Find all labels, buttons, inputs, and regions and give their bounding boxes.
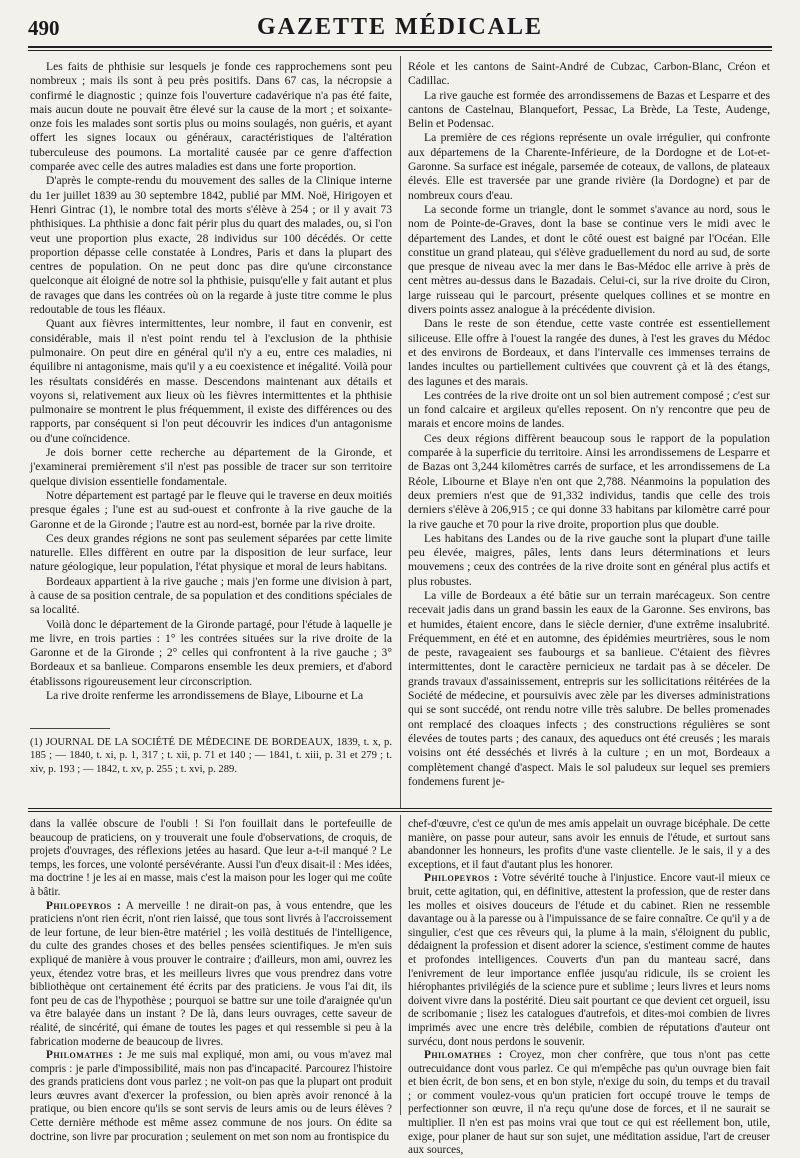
paragraph: Dans le reste de son étendue, cette vaste contrée est essentiellement siliceuse. Elle offre à l'ouest la rangée des dunes, à l'est les graves du Médoc et des environs de Bordeaux, et dans l'intervalle ces immenses terrains de landes incultes ou partiellement cultivées que couvrent çà et là des étangs, des lagunes et des marais. (408, 317, 770, 388)
dialogue-text: Croyez, mon cher confrère, que tous n'ont pas cette outrecuidance dont vous parlez. Ce qui m'empêche pas qu'un ouvrage bien fait et bien écrit, de bon sens, et en bon style, n'exige du soin, du temps et du travail ; or comment voulez-vous qu'un praticien fort occupé trouve le temps de perfectionner son œuvre, il n'a reçu qu'une dose de forces, et il ne saurait se multiplier. Il n'en est pas moins vrai que tout ce qui est réellement bon, utile, exige, pour planer de haut sur son sujet, une méditation assidue, l'art de creuser aux sources, (408, 1049, 770, 1157)
paragraph: Notre département est partagé par le fleuve qui le traverse en deux moitiés presque égales ; l'une est au sud-ouest et confronte à la rive gauche de la Garonne et de la Gironde ; l'autre est au nord-est, bornée par la rive droite. (30, 488, 392, 531)
section-rule-thin (28, 811, 772, 812)
left-column-top (30, 60, 392, 720)
dialogue-text: Je me suis mal expliqué, mon ami, ou vous m'avez mal compris : je parle d'impossibilité, mais non pas d'incapacité. Parcourez l'histoire des grands praticiens dont vous parlez ; ne voit-on pas que la plupart ont produit leurs œuvres avant d'exercer la profession, ou bien après avoir renoncé à la pratique, ou bien encore qu'ils se sont servis de leurs amis ou de leurs élèves ? Cette dernière méthode est même assez commune de nos jours. On édite sa doctrine, son livre par procuration ; seulement on met son nom au frontispice du (30, 1049, 392, 1143)
paragraph: Ces deux grandes régions ne sont pas seulement séparées par cette limite naturelle. Elles diffèrent en outre par la disposition de leur surface, leur nature géologique, leur population, l'état physique et moral de leurs habitans. (30, 531, 392, 574)
dialogue-paragraph (408, 872, 770, 1049)
paragraph: Voilà donc le département de la Gironde partagé, pour l'étude à laquelle je me livre, en trois parties : 1° les contrées situées sur la rive droite de la Garonne et de la Gironde ; 2° celles qui confrontent à la rive gauche ; 3° Bordeaux et sa banlieue. Comparons ensemble les deux premiers, et d'abord établissons rigoureusement leur circonscription. (30, 617, 392, 688)
paragraph: La seconde forme un triangle, dont le sommet s'avance au nord, sous le nom de Pointe-de-Graves, dont la base se continue vers le midi avec le département des Landes, et dont le côté ouest est baigné par l'Océan. Elle constitue un grand plateau, qui s'élève graduellement du nord au sud, de sorte que presque de niveau avec la mer dans le Bas-Médoc elle arrive à près de cent mètres au-dessus dans le Bazadais. Celui-ci, sur la rive droite du Ciron, large ruisseau qui le parcourt, présente quelques collines et se montre en divers points assez analogue à la précédente division. (408, 202, 770, 317)
right-column-top (408, 60, 770, 808)
dialogue-text: A merveille ! ne dirait-on pas, à vous entendre, que les praticiens n'ont rien écrit, n'ont rien laissé, que tous sont livrés à l'accroissement de leur fortune, de leur bien-être matériel ; les voilà destitués de l'intelligence, du culte des grandes choses et des belles pensées scientifiques. Je m'en suis expliqué de manière à vous prouver le contraire ; d'ailleurs, mon ami, ouvrez les yeux, étendez votre bras, et les meilleurs livres que vous prendrez dans votre bibliothèque ont certainement été écrits par des praticiens. Je vous l'ai dit, ils font peu de cas de l'hypothèse ; pourquoi se battre sur une toile d'araignée qu'un va être balayée dans un instant ? De là, dans leurs ouvrages, cette saveur de réalité, de sincérité, qui émane de toutes les pages et qui ressemble si peu à la fabrication moderne de beaucoup de livres. (30, 899, 392, 1048)
paragraph: Ces deux régions diffèrent beaucoup sous le rapport de la population comparée à la superficie du territoire. Ainsi les arrondissemens de Lesparre et de Bazas ont 3,244 kilomètres carrés de surface, et les arrondissemens de La Réole, Libourne et Blaye n'en ont que 2,788. Néanmoins la population des deux premiers n'est que de 91,332 individus, tandis que celle des trois derniers s'élève à 206,915 ; ce qui donne 33 habitans par kilomètre carré pour la rive gauche et 70 pour la rive droite, proportion plus que double. (408, 431, 770, 531)
feuilleton-right-column (408, 818, 770, 1157)
paragraph: Je dois borner cette recherche au département de la Gironde, et j'examinerai premièrement s'il n'est pas possible de tracer sur son territoire quelque division essentielle fondamentale. (30, 446, 392, 488)
paragraph: La ville de Bordeaux a été bâtie sur un terrain marécageux. Son centre recevait jadis dans un grand bassin les eaux de la Garonne. Ses environs, bas et humides, étaient encore, dans le siècle dernier, d'une extrême insalubrité. Fréquemment, en été et en automne, des épidémies meurtrières, sous le nom de peste, ravageaient ses faubourgs et sa banlieue. C'étaient des fièvres intermittentes, dont le caractère pernicieux ne tardait pas à se déceler. De grands travaux d'assainissement, entrepris sur les sollicitations réitérées de la Société de médecine, et poursuivis avec zèle par les diverses administrations qui se sont succédé, ont rendu notre ville très salubre. De belles promenades ont remplacé des cloaques infects ; des constructions régulières se sont élevées de toutes parts ; des canaux, des aqueducs ont été creusés ; les marais voisins ont été desséchés et livrés à la culture ; en un mot, Bordeaux a complètement changé d'aspect. Mais le sol paludeux sur lequel ses premiers fondemens furent je- (408, 588, 770, 788)
dialogue-paragraph (408, 818, 770, 872)
column-divider-bottom (400, 815, 401, 1115)
feuilleton-left-column (30, 818, 392, 1143)
dialogue-paragraph (30, 1049, 392, 1144)
paragraph: Les contrées de la rive droite ont un sol bien autrement composé ; c'est sur un fond calcaire et argileux qu'elles reposent. On n'y rencontre que peu de marais et encore moins de landes. (408, 388, 770, 431)
dialogue-paragraph (30, 900, 392, 1050)
dialogue-paragraph (30, 818, 392, 900)
paragraph: Réole et les cantons de Saint-André de Cubzac, Carbon-Blanc, Créon et Cadillac. (408, 60, 770, 88)
speaker-name: Philopeyros : (46, 899, 122, 912)
page-header (28, 14, 772, 42)
header-rule-thin (28, 50, 772, 51)
speaker-name: Philopeyros : (424, 872, 499, 885)
speaker-name: Philomathes : (424, 1049, 503, 1062)
dialogue-text: chef-d'œuvre, c'est ce qu'un de mes amis appelait un ouvrage bicéphale. De cette manière, on passe pour auteur, sans avoir les ennuis de l'étude, et surtout sans abandonner les honneurs, les profits d'une vaste clientelle. Je le sais, il y a des exceptions, et il faut d'autant plus les honorer. (408, 818, 770, 871)
paragraph: Les faits de phthisie sur lesquels je fonde ces rapprochemens sont peu nombreux ; mais ils sont à peu près positifs. Dans 67 cas, la nécropsie a confirmé le diagnostic ; quinze fois l'ouverture cadavérique n'a pas été faite, mais aucun doute ne pouvait être élevé sur la cause de la mort ; et soixante-onze fois les malades sont sortis plus ou moins soulagés, non guéris, et ayant offert les signes locaux ou généraux, caractéristiques de l'altération tuberculeuse des poumons. La mortalité causée par ce genre d'affection comparée avec celle des autres maladies est dans une forte proportion. (30, 60, 392, 174)
paragraph: Quant aux fièvres intermittentes, leur nombre, il faut en convenir, est considérable, mais il n'est point rendu tel à l'exclusion de la phthisie pulmonaire. On peut dire en général qu'il n'y a eu, entre ces maladies, ni équilibre ni antagonisme, mais qu'il y a eu coexistence et inégalité. Voilà pour les résultats considérés en masse. Descendons maintenant aux détails et voyons si, relativement aux lieux où les fièvres intermittentes et la phthisie pulmonaire se montrent le plus fréquemment, il existe des différences ou des rapports, par conséquent si l'on peut découvrir les indices d'un antagonisme ou d'une coïncidence. (30, 317, 392, 445)
paragraph: Les habitans des Landes ou de la rive gauche sont la plupart d'une taille peu élevée, maigres, pâles, lents dans leurs déterminations et leurs mouvemens ; ceux des contrées de la rive droite sont en général plus actifs et plus robustes. (408, 531, 770, 588)
speaker-name: Philomathes : (46, 1049, 123, 1062)
paragraph: La rive droite renferme les arrondissemens de Blaye, Libourne et La (46, 689, 364, 703)
dialogue-paragraph (408, 1049, 770, 1158)
section-rule (28, 808, 772, 809)
paragraph: La rive gauche est formée des arrondissemens de Bazas et Lesparre et des cantons de Castelnau, Blanquefort, Pessac, La Brède, La Teste, Audenge, Belin et Podensac. (408, 88, 770, 131)
footnote-text: (1) JOURNAL DE LA SOCIÉTÉ DE MÉDECINE DE BORDEAUX, 1839, t. x, p. 185 ; — 1840, t. xi, p. 1, 317 ; t. xii, p. 71 et 140 ; — 1841, t. xiii, p. 31 et 279 ; t. xiv, p. 193 ; — 1842, t. xv, p. 255 ; t. xvi, p. 289. (30, 737, 392, 775)
dialogue-text: Votre sévérité touche à l'injustice. Encore vaut-il mieux ce bruit, cette agitation, qui, en définitive, attestent la profession, que de rester dans les molles et oisives douceurs de l'étude et du cabinet. Rien ne ressemble davantage ou à la paresse ou à l'impuissance de se faire connaître. Ce qu'il y a de singulier, c'est que ces rêveurs qui, la plume à la main, s'éloignent du public, dédaignent la profession et disent adorer la science, s'estiment comme de hautes et profondes intelligences. Couverts d'un pan du manteau sacré, dans l'enivrement de leur importance enflée jusqu'au ridicule, ils se croient les hiérophantes privilégiés de la science pure et sublime ; leurs livres et leurs noms doivent vivre dans la postérité. Dieu sait pourtant ce que devient cet orgueil, issu de scribomanie ; lisez les catalogues d'autrefois, et dites-moi combien de livres imprimés avec une encre très delébile, combien de réputations d'auteur ont survécu, dont nous perdons le souvenir. (408, 872, 770, 1048)
journal-title: GAZETTE MÉDICALE (256, 14, 544, 40)
footnote (30, 736, 392, 776)
paragraph: La première de ces régions représente un ovale irrégulier, qui confronte aux départemens de la Charente-Inférieure, de la Dordogne et de Lot-et-Garonne. Sa surface est inégale, parsemée de coteaux, de vallons, de plateaux élevés. Elle est traversée par une grande rivière (la Dordogne) et par de nombreux cours d'eau. (408, 131, 770, 202)
paragraph: D'après le compte-rendu du mouvement des salles de la Clinique interne du 1er juillet 1839 au 30 septembre 1842, publié par MM. Noë, Hirigoyen et Henri Gintrac (1), le nombre total des morts s'élève à 254 ; or il y avait 73 phthisiques. La phthisie a donc fait périr plus du quart des malades, ou, si l'on veut une proportion plus exacte, 28 individus sur 100 décédés. Or cette proportion dépasse celle constatée à Londres, Paris et dans la plupart des centres de population. On ne peut donc pas dire qu'une circonstance quelconque ait éloigné de notre sol la phthisie, puisqu'elle y fait autant et plus de ravages que dans les contrées où on la regarde à juste titre comme le plus redoutable de tous les fléaux. (30, 174, 392, 317)
footnote-rule (30, 728, 110, 729)
header-rule (28, 46, 772, 48)
column-divider (400, 56, 401, 808)
dialogue-text: dans la vallée obscure de l'oubli ! Si l'on fouillait dans le portefeuille de beaucoup de praticiens, on y trouverait une foule d'observations, de croquis, de projets d'ouvrages, des réflexions jetées au hasard. Que leur a-t-il manqué ? Le temps, les forces, une volonté persévérante. Aussi l'un d'eux disait-il : Mes idées, ma doctrine ! je les ai en masse, mais c'est la maison pour les loger qui me coûte à bâtir. (30, 818, 392, 898)
paragraph: Bordeaux appartient à la rive gauche ; mais j'en forme une division à part, à cause de sa position centrale, de sa population et des conditions spéciales de sa localité. (30, 574, 392, 617)
page-number: 490 (28, 16, 60, 40)
